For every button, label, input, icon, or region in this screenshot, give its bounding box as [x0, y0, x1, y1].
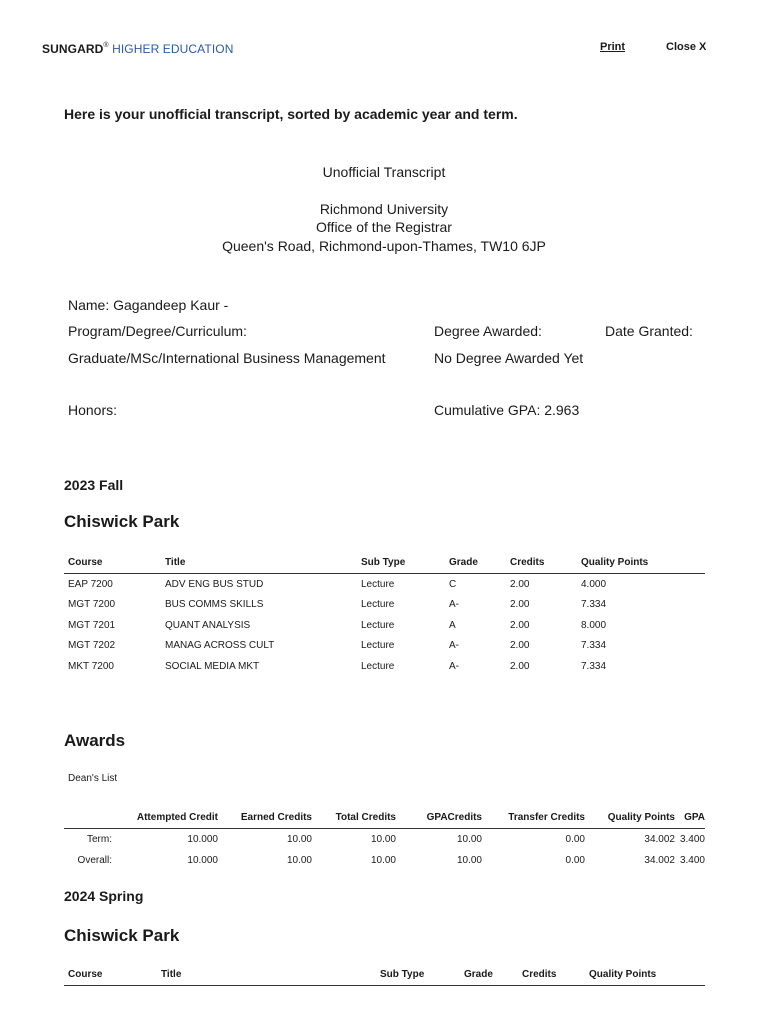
grade: A- — [449, 640, 459, 652]
column-header: Transfer Credits — [482, 806, 585, 829]
column-header: Credits — [518, 963, 585, 986]
earned-credits: 10.00 — [286, 834, 312, 845]
column-header: Quality Points — [585, 963, 705, 986]
column-header: Course — [64, 551, 161, 574]
sub-type: Lecture — [361, 578, 395, 590]
quality-points: 34.002 — [644, 834, 675, 845]
table-row — [64, 574, 705, 595]
course-title: SOCIAL MEDIA MKT — [165, 660, 260, 672]
column-header: Title — [161, 551, 357, 574]
logo-registered-mark: ® — [103, 42, 109, 49]
credits: 2.00 — [510, 578, 530, 590]
quality-points: 8.000 — [581, 619, 607, 631]
degree-awarded-value: No Degree Awarded Yet — [434, 350, 584, 366]
award-item: Dean's List — [68, 773, 118, 784]
campus-heading: Chiswick Park — [64, 512, 180, 531]
print-link[interactable]: Print — [600, 41, 626, 53]
university-name: Richmond University — [319, 201, 449, 217]
sungard-logo — [42, 42, 233, 56]
transcript-title: Unofficial Transcript — [322, 164, 446, 180]
column-header: Course — [64, 963, 157, 986]
course-code: MGT 7200 — [68, 599, 116, 611]
column-header: GPA — [675, 806, 705, 829]
honors-label: Honors: — [68, 402, 118, 418]
column-header — [64, 806, 112, 829]
credit-summary-table — [64, 806, 705, 871]
course-title: ADV ENG BUS STUD — [165, 578, 264, 590]
term-heading: 2023 Fall — [64, 477, 124, 493]
program-value: Graduate/MSc/International Business Management — [68, 350, 386, 366]
credits: 2.00 — [510, 599, 530, 611]
quality-points: 7.334 — [581, 660, 607, 672]
column-header: Title — [157, 963, 376, 986]
student-name: Name: Gagandeep Kaur - — [68, 297, 229, 313]
summary-row-term — [64, 829, 705, 851]
column-header: Grade — [445, 551, 506, 574]
grade: A- — [449, 599, 459, 611]
attempted-credit: 10.000 — [187, 834, 218, 845]
sub-type: Lecture — [361, 619, 395, 631]
course-code: MGT 7202 — [68, 640, 116, 652]
campus-heading: Chiswick Park — [64, 926, 180, 945]
earned-credits: 10.00 — [286, 855, 312, 866]
gpa-credits: 10.00 — [456, 834, 482, 845]
course-code: MGT 7201 — [68, 619, 116, 631]
course-title: MANAG ACROSS CULT — [165, 640, 275, 652]
summary-header-row — [64, 806, 705, 829]
table-row — [64, 595, 705, 616]
column-header: Sub Type — [376, 963, 460, 986]
credits: 2.00 — [510, 660, 530, 672]
program-label: Program/Degree/Curriculum: — [68, 323, 247, 339]
row-label: Overall: — [77, 855, 112, 866]
course-table — [64, 963, 705, 986]
course-table — [64, 551, 705, 677]
registrar-office: Office of the Registrar — [316, 219, 452, 235]
column-header: Quality Points — [577, 551, 705, 574]
column-header: Total Credits — [312, 806, 396, 829]
column-header: Earned Credits — [218, 806, 312, 829]
column-header: Sub Type — [357, 551, 445, 574]
grade: C — [449, 578, 457, 590]
column-header: GPACredits — [396, 806, 482, 829]
quality-points: 4.000 — [581, 578, 607, 590]
column-header: Attempted Credit — [112, 806, 218, 829]
column-header: Grade — [460, 963, 518, 986]
table-row — [64, 656, 705, 677]
gpa: 3.400 — [679, 855, 705, 866]
table-row — [64, 636, 705, 657]
gpa-credits: 10.00 — [456, 855, 482, 866]
table-header-row — [64, 551, 705, 574]
quality-points: 7.334 — [581, 599, 607, 611]
table-row — [64, 615, 705, 636]
row-label: Term: — [87, 834, 112, 845]
cumulative-gpa: Cumulative GPA: 2.963 — [434, 402, 580, 418]
total-credits: 10.00 — [370, 834, 396, 845]
date-granted-label: Date Granted: — [605, 323, 693, 339]
grade: A- — [449, 660, 459, 672]
credits: 2.00 — [510, 640, 530, 652]
degree-awarded-label: Degree Awarded: — [434, 323, 542, 339]
course-title: BUS COMMS SKILLS — [165, 599, 264, 611]
credits: 2.00 — [510, 619, 530, 631]
term-heading: 2024 Spring — [64, 888, 144, 904]
course-code: MKT 7200 — [68, 660, 114, 672]
quality-points: 7.334 — [581, 640, 607, 652]
university-address: Queen's Road, Richmond-upon-Thames, TW10 6JP — [222, 238, 546, 254]
course-title: QUANT ANALYSIS — [165, 619, 251, 631]
transfer-credits: 0.00 — [565, 834, 585, 845]
sub-type: Lecture — [361, 660, 395, 672]
awards-heading: Awards — [64, 731, 126, 750]
sub-type: Lecture — [361, 599, 395, 611]
intro-text: Here is your unofficial transcript, sorted by academic year and term. — [64, 106, 518, 122]
logo-subtitle: HIGHER EDUCATION — [112, 42, 234, 56]
course-code: EAP 7200 — [68, 578, 113, 590]
total-credits: 10.00 — [370, 855, 396, 866]
logo-brand: SUNGARD — [42, 42, 104, 56]
transfer-credits: 0.00 — [565, 855, 585, 866]
close-link[interactable]: Close X — [666, 41, 707, 53]
quality-points: 34.002 — [644, 855, 675, 866]
column-header: Quality Points — [585, 806, 675, 829]
grade: A — [449, 619, 456, 631]
summary-row-overall — [64, 850, 705, 871]
attempted-credit: 10.000 — [187, 855, 218, 866]
column-header: Credits — [506, 551, 577, 574]
table-header-row — [64, 963, 705, 986]
gpa: 3.400 — [679, 834, 705, 845]
sub-type: Lecture — [361, 640, 395, 652]
